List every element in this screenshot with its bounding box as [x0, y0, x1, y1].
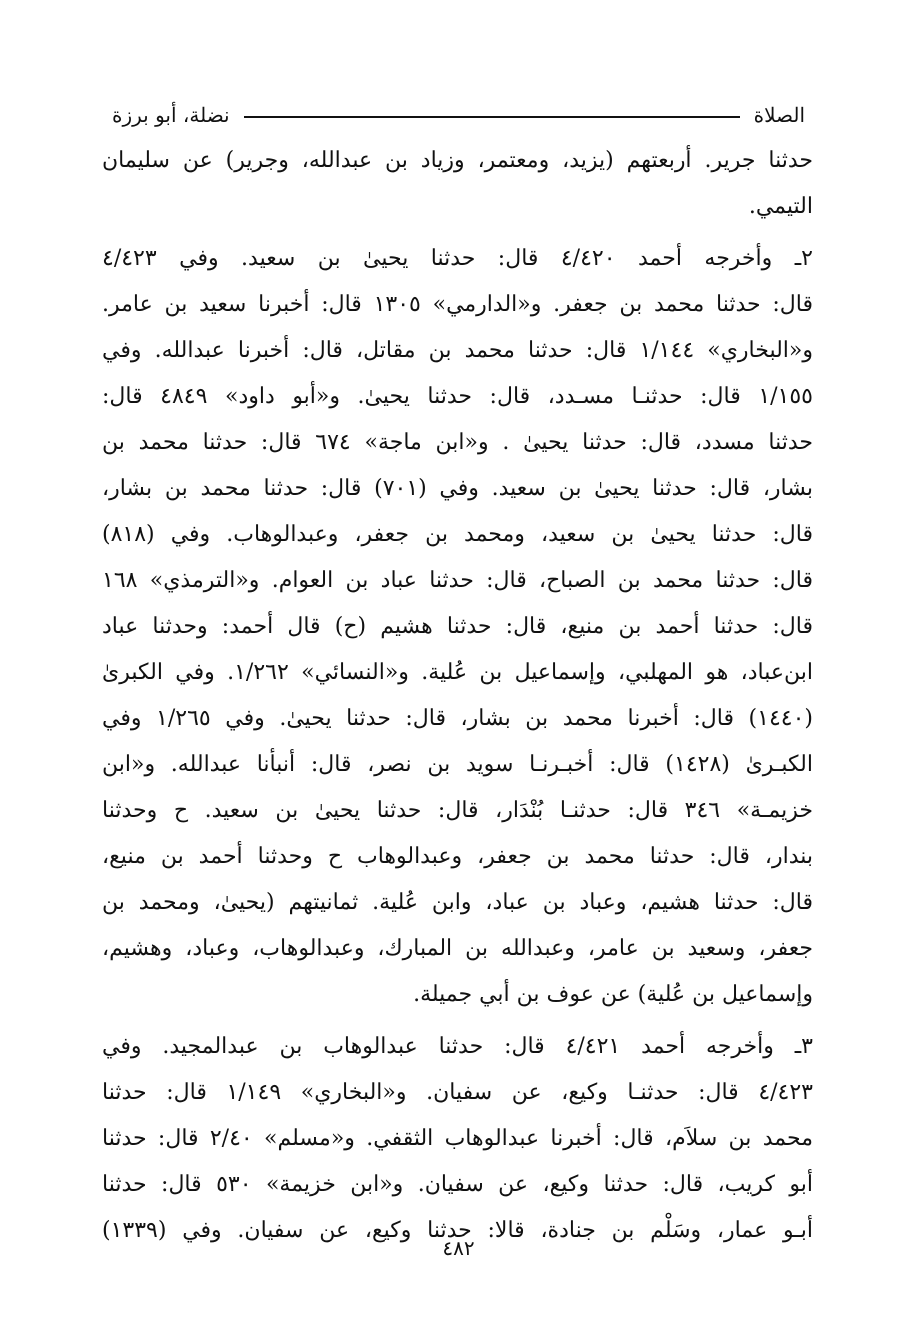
- text-line: ١/١٥٥ قال: حدثنـا مسـدد، قال: حدثنا يحيىٰ. و«أبو داود» ٤٨٤٩ قال:: [102, 384, 813, 409]
- text-line: (١٤٤٠) قال: أخبرنا محمد بن بشار، قال: حدثنا يحيىٰ. وفي ١/٢٦٥ وفي: [102, 706, 813, 731]
- text-line: حدثنا مسدد، قال: حدثنا يحيىٰ . و«ابن ماجة» ٦٧٤ قال: حدثنا محمد بن: [102, 430, 813, 455]
- text-line: جعفر، وسعيد بن عامر، وعبدالله بن المبارك، وعبدالوهاب، وعباد، وهشيم،: [102, 936, 813, 961]
- text-line: قال: حدثنا محمد بن الصباح، قال: حدثنا عباد بن العوام. و«الترمذي» ١٦٨: [102, 568, 813, 593]
- section-topic: نضلة، أبو برزة: [112, 103, 230, 127]
- paragraph-2: [102, 236, 813, 1018]
- text-line: قال: حدثنا يحيىٰ بن سعيد، ومحمد بن جعفر، وعبدالوهاب. وفي (٨١٨): [102, 522, 813, 547]
- text-line: قال: حدثنا محمد بن جعفر. و«الدارمي» ١٣٠٥ قال: أخبرنا سعيد بن عامر.: [102, 292, 813, 317]
- text-line: وإسماعيل بن عُلية) عن عوف بن أبي جميلة.: [413, 982, 813, 1007]
- text-line: قال: حدثنا هشيم، وعباد بن عباد، وابن عُلية. ثمانيتهم (يحيىٰ، ومحمد بن: [102, 890, 813, 915]
- text-line: التيمي.: [748, 194, 813, 219]
- header-rule: [244, 116, 740, 118]
- text-line: ٢ـ وأخرجه أحمد ٤/٤٢٠ قال: حدثنا يحيىٰ بن سعيد. وفي ٤/٤٢٣: [102, 246, 813, 271]
- text-line: الكبـرىٰ (١٤٢٨) قال: أخبـرنـا سويد بن نصر، قال: أنبأنا عبدالله. و«ابن: [102, 752, 813, 777]
- text-line: بشار، قال: حدثنا يحيىٰ بن سعيد. وفي (٧٠١) قال: حدثنا محمد بن بشار،: [102, 476, 813, 501]
- text-line: أبو كريب، قال: حدثنا وكيع، عن سفيان. و«ابن خزيمة» ٥٣٠ قال: حدثنا: [102, 1172, 813, 1197]
- text-line: بندار، قال: حدثنا محمد بن جعفر، وعبدالوهاب ح وحدثنا أحمد بن منيع،: [102, 844, 813, 869]
- text-line: أبـو عمار، وسَلْم بن جنادة، قالا: حدثنا وكيع، عن سفيان. وفي (١٣٣٩): [102, 1218, 813, 1243]
- text-line: حدثنا جرير. أربعتهم (يزيد، ومعتمر، وزياد بن عبدالله، وجرير) عن سليمان: [102, 148, 813, 173]
- text-line: قال: حدثنا أحمد بن منيع، قال: حدثنا هشيم (ح) قال أحمد: وحدثنا عباد: [102, 614, 813, 639]
- page-number: ٤٨٢: [442, 1236, 475, 1260]
- paragraph-1: [102, 138, 813, 230]
- running-header: [112, 98, 805, 132]
- text-line: ابن‌عباد، هو المهلبي، وإسماعيل بن عُلية. و«النسائي» ١/٢٦٢. وفي الكبرىٰ: [102, 660, 813, 685]
- text-line: و«البخاري» ١/١٤٤ قال: حدثنا محمد بن مقاتل، قال: أخبرنا عبدالله. وفي: [102, 338, 813, 363]
- chapter-title: الصلاة: [753, 103, 805, 127]
- paragraph-3: [102, 1024, 813, 1254]
- body-text: [102, 138, 813, 1254]
- text-line: ٣ـ وأخرجه أحمد ٤/٤٢١ قال: حدثنا عبدالوهاب بن عبدالمجيد. وفي: [102, 1034, 813, 1059]
- text-line: محمد بن سلاَم، قال: أخبرنا عبدالوهاب الثقفي. و«مسلم» ٢/٤٠ قال: حدثنا: [102, 1126, 813, 1151]
- text-line: خزيمـة» ٣٤٦ قال: حدثنـا بُنْدَار، قال: حدثنا يحيىٰ بن سعيد. ح وحدثنا: [102, 798, 813, 823]
- text-line: ٤/٤٢٣ قال: حدثنـا وكيع، عن سفيان. و«البخاري» ١/١٤٩ قال: حدثنا: [102, 1080, 813, 1105]
